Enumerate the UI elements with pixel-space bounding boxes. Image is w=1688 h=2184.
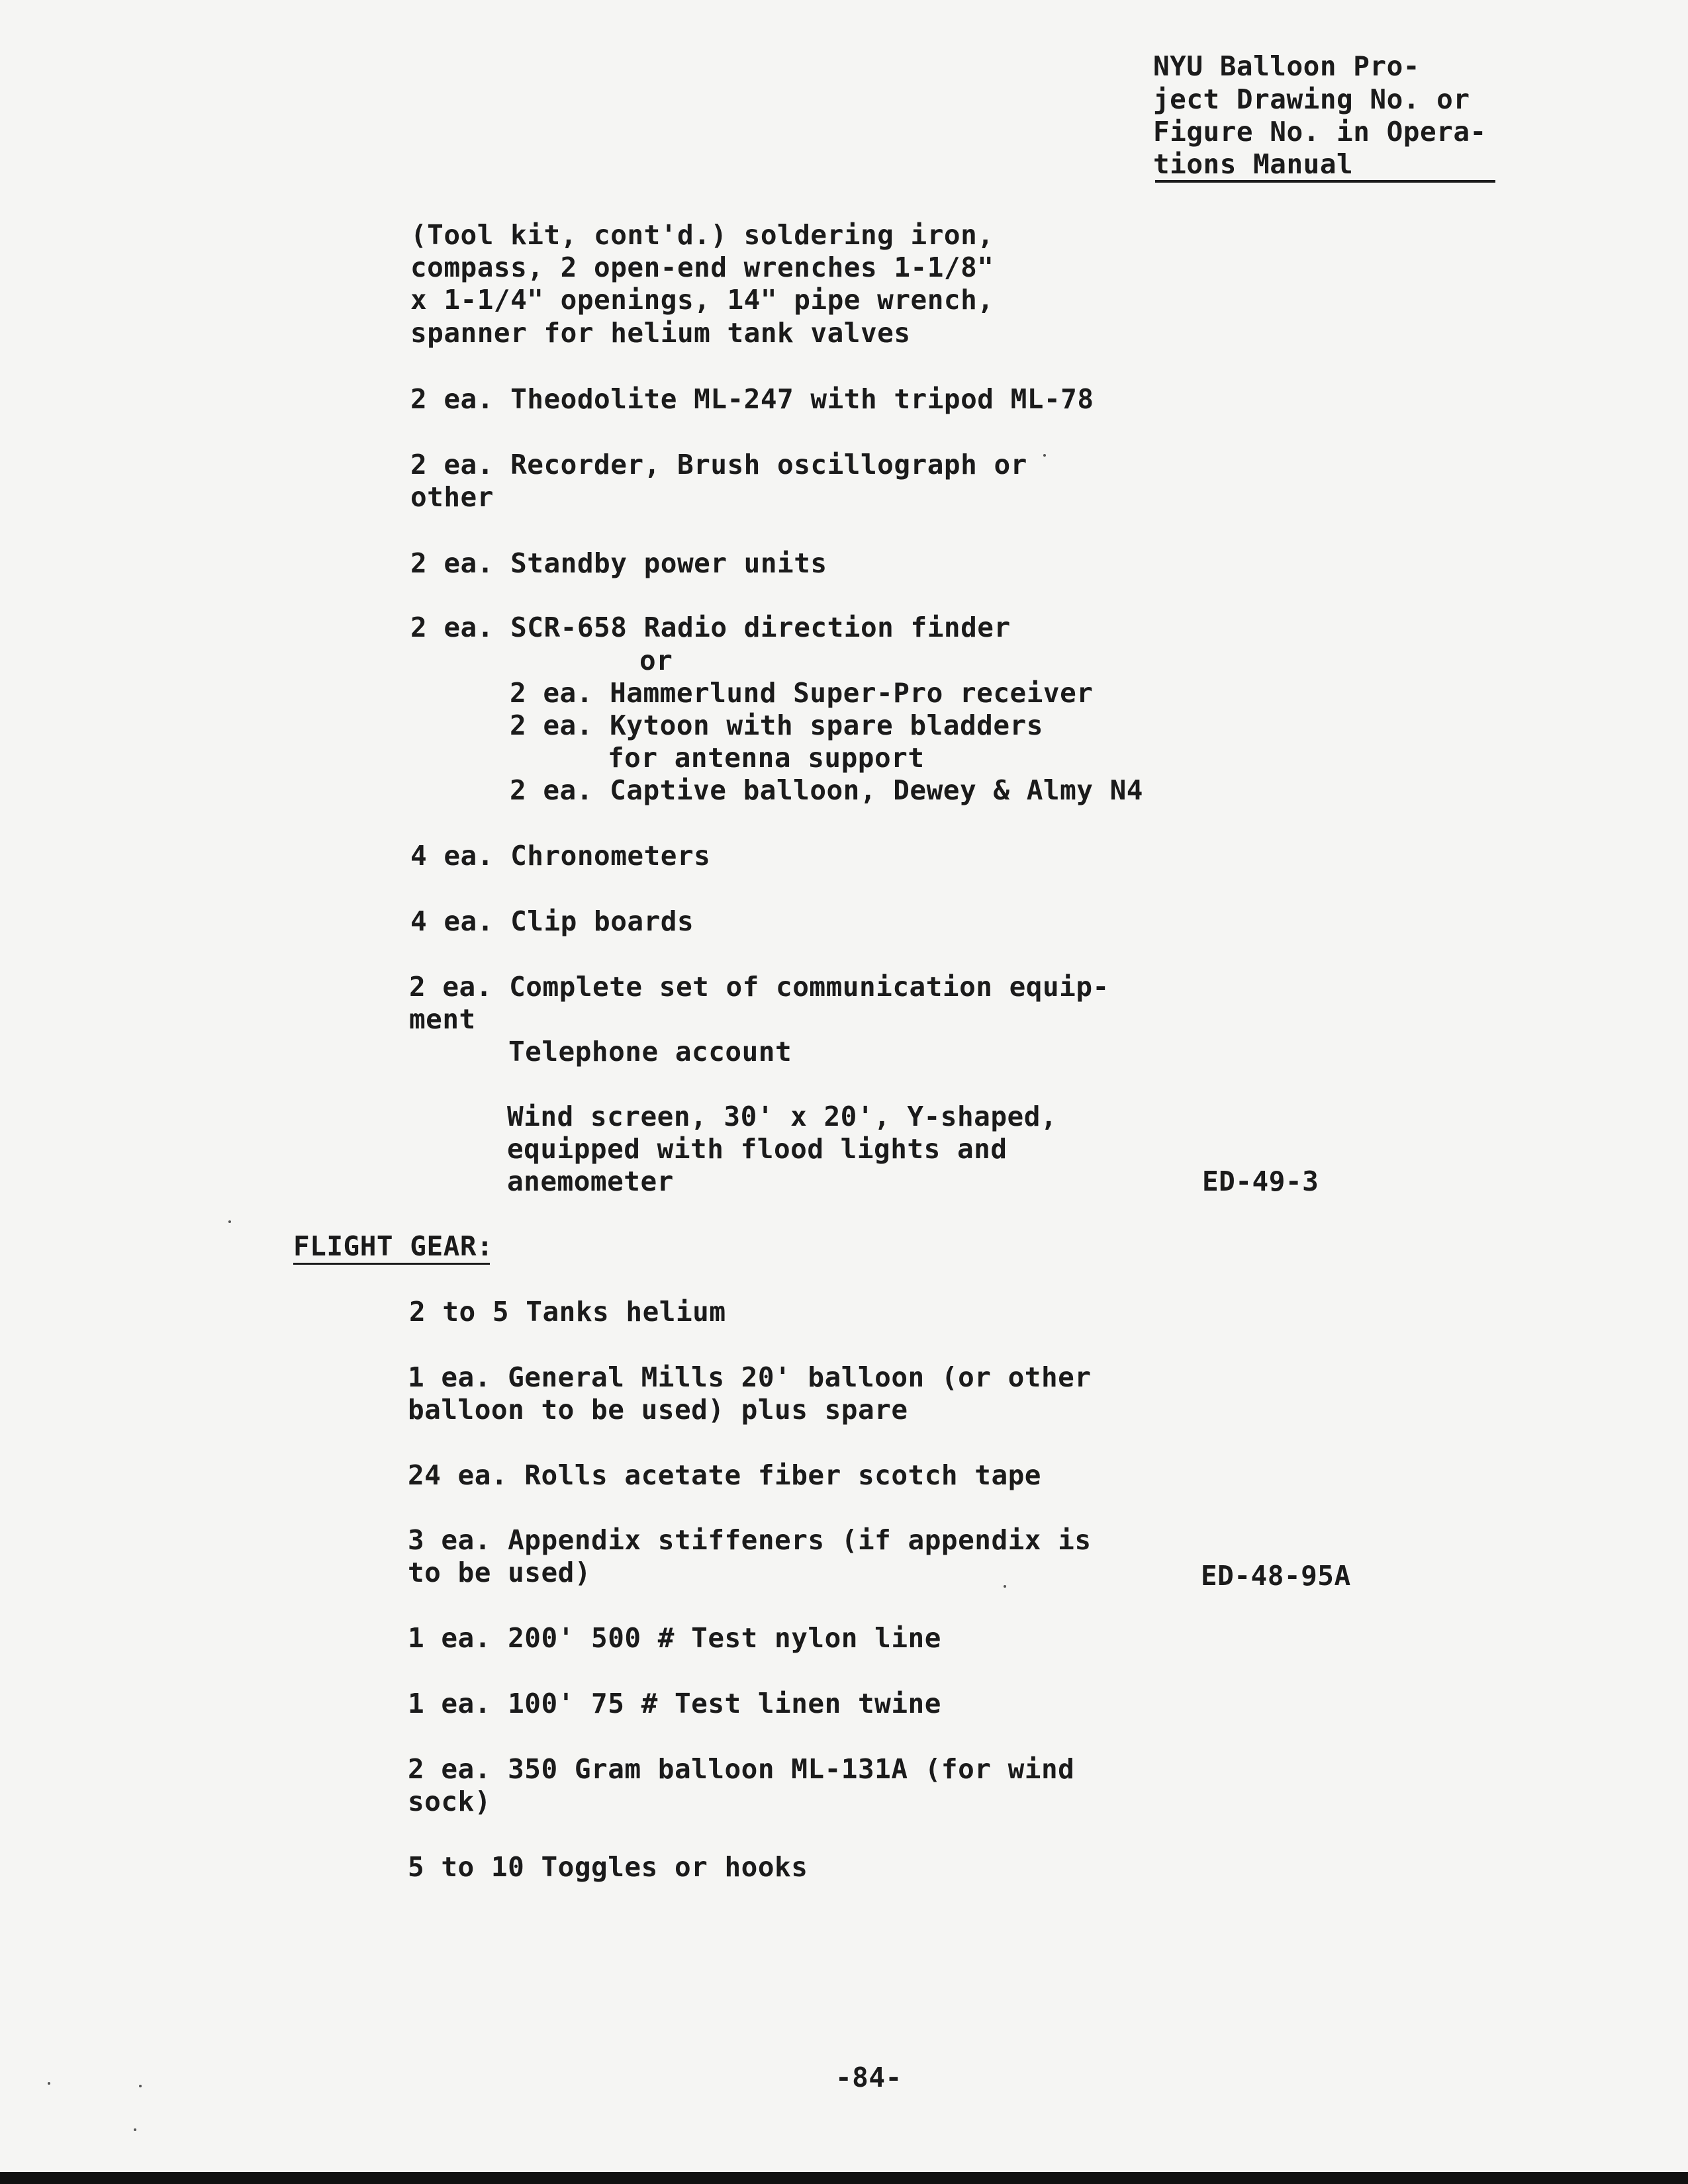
item-nylon-line: 1 ea. 200' 500 # Test nylon line [408,1622,941,1654]
item-line: 2 ea. Recorder, Brush oscillograph or [410,449,1027,480]
item-theodolite: 2 ea. Theodolite ML-247 with tripod ML-78 [410,383,1094,415]
scan-speck [48,2082,50,2085]
item-line: 1 ea. General Mills 20' balloon (or other [408,1361,1092,1393]
scan-speck [139,2085,142,2087]
item-captive-balloon: 2 ea. Captive balloon, Dewey & Almy N4 [510,774,1143,806]
scan-bottom-edge [0,2172,1688,2184]
item-hammerlund: 2 ea. Hammerlund Super-Pro receiver [510,677,1094,709]
item-line: anemometer [507,1165,674,1197]
item-line: balloon to be used) plus spare [408,1394,908,1426]
header-note-line: ject Drawing No. or [1153,83,1470,115]
scan-speck [228,1220,231,1223]
tool-kit-line: (Tool kit, cont'd.) soldering iron, [410,219,994,251]
item-tape: 24 ea. Rolls acetate fiber scotch tape [408,1459,1041,1491]
item-line: ment [409,1003,476,1035]
tool-kit-line: x 1-1/4" openings, 14" pipe wrench, [410,284,994,316]
header-underline [1155,180,1495,183]
item-direction-finder: 2 ea. SCR-658 Radio direction finder [410,612,1011,643]
item-line: Wind screen, 30' x 20', Y-shaped, [507,1101,1058,1132]
drawing-ref-stiffeners: ED-48-95A [1201,1560,1351,1592]
item-line: for antenna support [608,742,925,774]
section-heading-underline [293,1263,490,1265]
item-line: 2 ea. Kytoon with spare bladders [510,709,1043,741]
page-number: -84- [835,2062,902,2093]
header-note-line: tions Manual [1153,148,1354,180]
scan-speck [1043,454,1046,457]
item-line: 2 ea. 350 Gram balloon ML-131A (for wind [408,1753,1075,1785]
header-note-line: NYU Balloon Pro- [1153,50,1420,82]
section-heading-flight-gear: FLIGHT GEAR: [293,1230,494,1262]
item-chronometers: 4 ea. Chronometers [410,840,711,872]
item-line: to be used) [408,1557,592,1588]
item-line: other [410,481,494,513]
scan-speck [1004,1585,1006,1588]
item-telephone: Telephone account [508,1036,792,1068]
item-clip-boards: 4 ea. Clip boards [410,905,694,937]
item-standby-power: 2 ea. Standby power units [410,547,827,579]
alternative-or: or [639,645,673,676]
scan-speck [134,2128,136,2131]
item-line: 3 ea. Appendix stiffeners (if appendix is [408,1524,1092,1556]
item-line: sock) [408,1786,491,1817]
tool-kit-line: compass, 2 open-end wrenches 1-1/8" [410,251,994,283]
item-linen-twine: 1 ea. 100' 75 # Test linen twine [408,1688,941,1719]
tool-kit-line: spanner for helium tank valves [410,317,911,349]
item-toggles: 5 to 10 Toggles or hooks [408,1851,808,1883]
header-note-line: Figure No. in Opera- [1153,116,1487,148]
drawing-ref-wind-screen: ED-49-3 [1202,1165,1319,1197]
item-helium: 2 to 5 Tanks helium [409,1296,726,1328]
item-line: equipped with flood lights and [507,1133,1008,1165]
item-line: 2 ea. Complete set of communication equip- [409,971,1109,1003]
